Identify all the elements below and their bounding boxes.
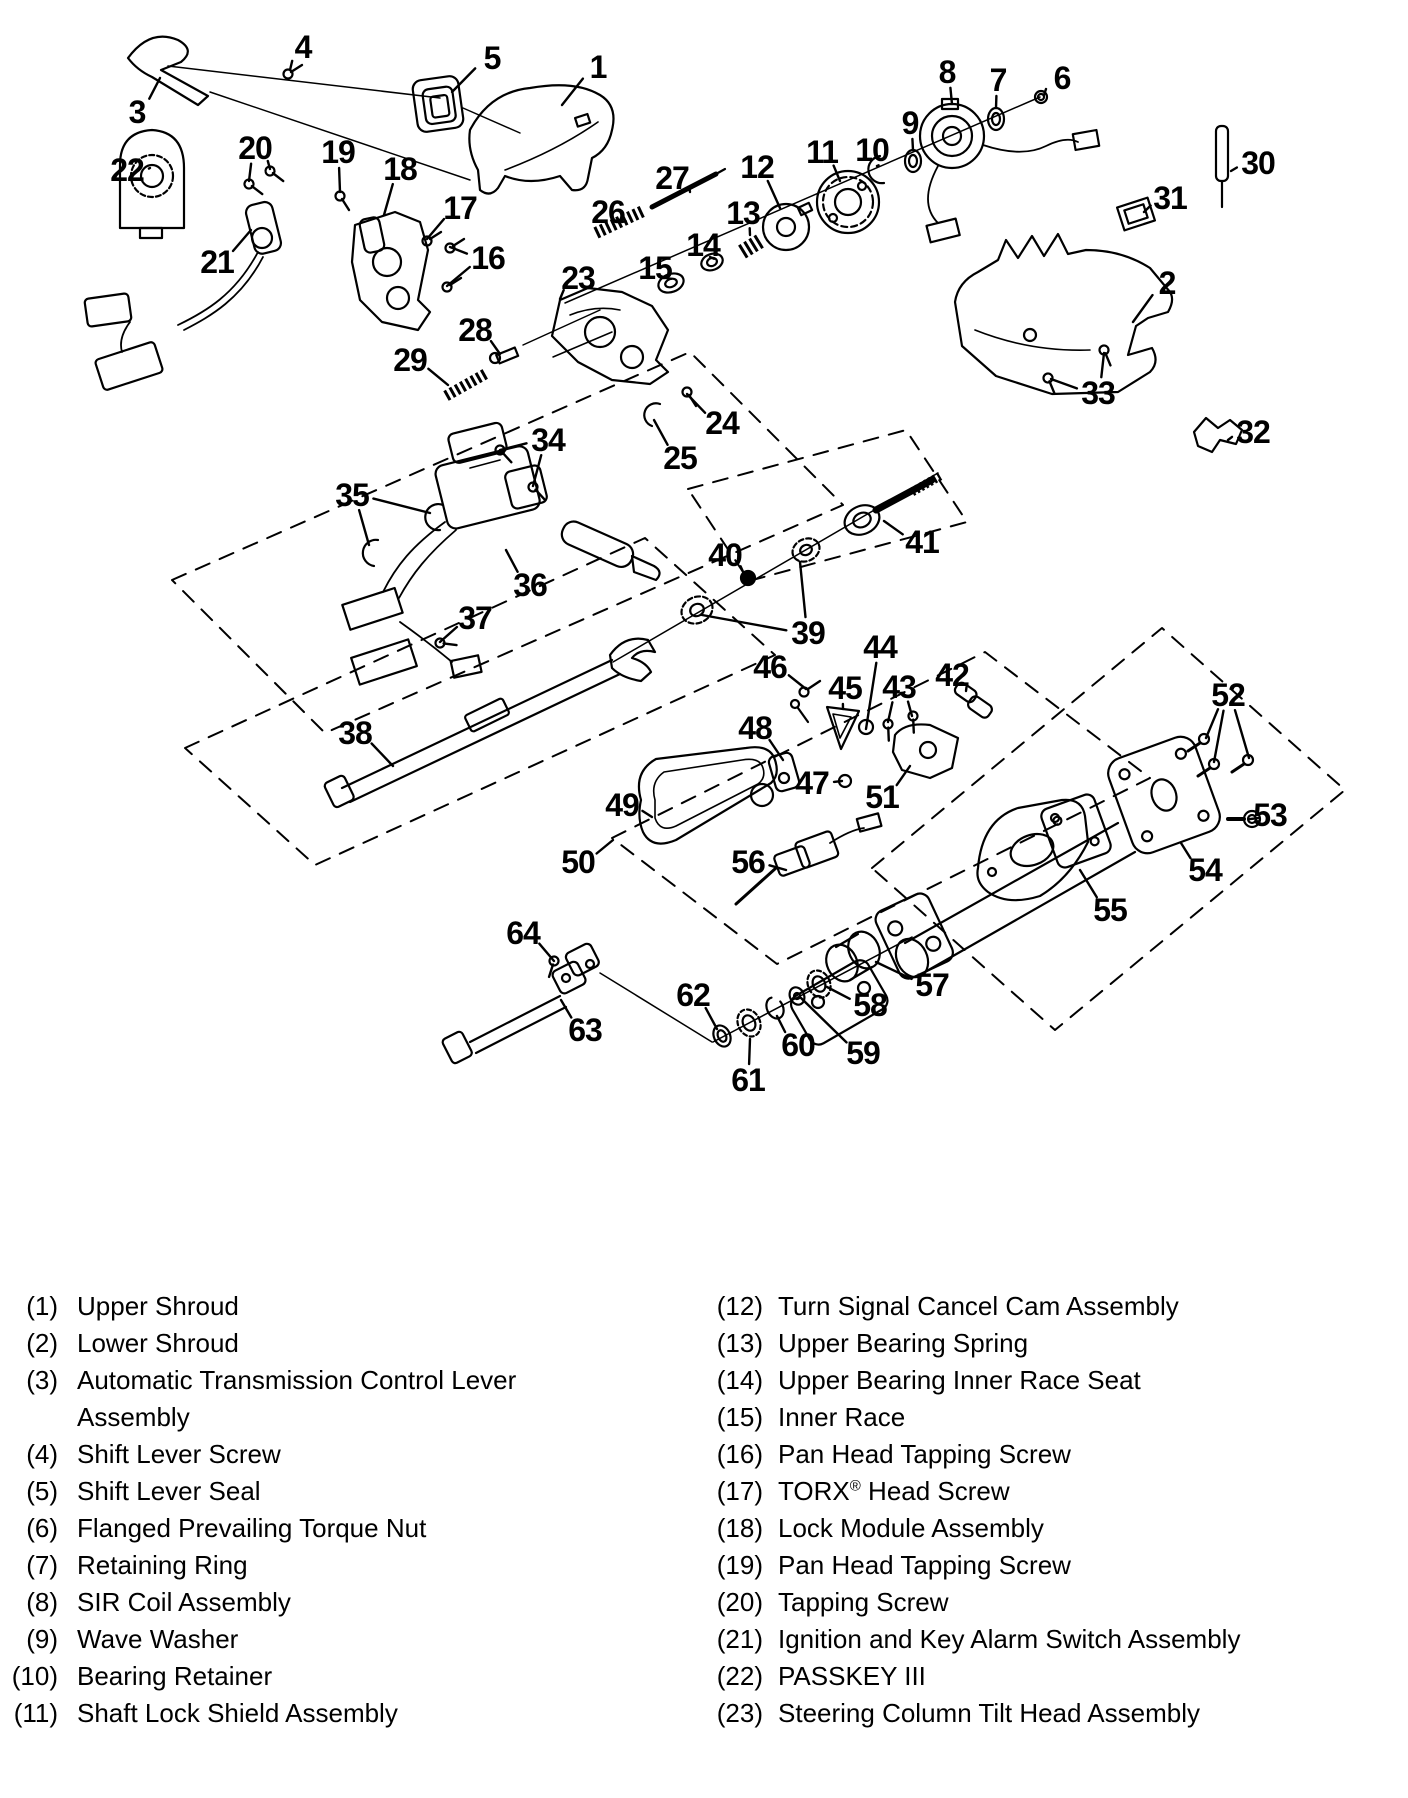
callout-number-25: 25 xyxy=(663,440,697,476)
callout-number-56: 56 xyxy=(731,844,765,880)
parts-list-item-1 xyxy=(0,1288,645,1325)
parts-list-item-10 xyxy=(0,1658,645,1695)
callout-number-29: 29 xyxy=(393,342,427,378)
leader-line-20 xyxy=(249,164,251,181)
part-number: (1) xyxy=(26,1291,58,1321)
part-lock-module-assembly xyxy=(352,212,430,330)
callout-number-33: 33 xyxy=(1081,375,1115,411)
leader-line-18 xyxy=(384,184,393,215)
part-mounting-plate-54 xyxy=(1104,732,1225,857)
part-number: (2) xyxy=(26,1328,58,1358)
parts-list-item-15 xyxy=(650,1399,1408,1436)
callout-number-23: 23 xyxy=(561,260,595,296)
part-name: Retaining Ring xyxy=(77,1550,248,1580)
leader-line-35 xyxy=(373,499,430,513)
parts-list-item-11 xyxy=(0,1695,645,1732)
leader-line-24 xyxy=(687,394,705,413)
callout-number-7: 7 xyxy=(989,62,1007,98)
leader-line-44 xyxy=(866,663,876,729)
parts-list-item-5 xyxy=(0,1473,645,1510)
part-number: (4) xyxy=(26,1439,58,1469)
callout-number-11: 11 xyxy=(806,134,838,170)
part-upper-bearing-spring xyxy=(742,241,760,252)
leader-line-39 xyxy=(800,562,806,617)
leader-line-50 xyxy=(597,840,613,854)
part-name: Shift Lever Seal xyxy=(77,1476,261,1506)
callout-number-30: 30 xyxy=(1241,145,1275,181)
part-number: (21) xyxy=(716,1624,763,1654)
part-ring-62 xyxy=(710,1023,734,1050)
callout-number-28: 28 xyxy=(458,312,492,348)
callout-number-3: 3 xyxy=(128,94,146,130)
callout-number-13: 13 xyxy=(726,195,760,231)
callout-number-20: 20 xyxy=(238,130,272,166)
callout-number-24: 24 xyxy=(705,405,739,441)
part-name: Ignition and Key Alarm Switch Assembly xyxy=(778,1624,1241,1654)
part-name: Automatic Transmission Control Lever Assembly xyxy=(77,1365,517,1432)
callout-number-26: 26 xyxy=(591,194,625,230)
callout-number-42: 42 xyxy=(935,657,969,693)
part-ring-60 xyxy=(763,995,787,1022)
part-name: Shaft Lock Shield Assembly xyxy=(77,1698,398,1728)
callout-number-22: 22 xyxy=(110,152,144,188)
part-name: Shift Lever Screw xyxy=(77,1439,281,1469)
part-screw-19 xyxy=(336,192,350,211)
part-name: Bearing Retainer xyxy=(77,1661,273,1691)
callout-number-8: 8 xyxy=(938,54,956,90)
leader-line-37 xyxy=(440,627,457,642)
part-rod-30 xyxy=(1216,126,1228,207)
part-number: (9) xyxy=(26,1624,58,1654)
part-number: (15) xyxy=(716,1402,763,1432)
callout-number-15: 15 xyxy=(638,250,672,286)
leader-line-19 xyxy=(339,168,340,192)
part-name: Lock Module Assembly xyxy=(778,1513,1044,1543)
part-bracket-32 xyxy=(1194,418,1242,452)
leader-line-52 xyxy=(1206,709,1218,738)
callout-number-54: 54 xyxy=(1188,852,1222,888)
part-number: (23) xyxy=(716,1698,763,1728)
parts-list-item-3 xyxy=(0,1362,645,1436)
part-name: Pan Head Tapping Screw xyxy=(778,1439,1071,1469)
parts-list-right-column xyxy=(650,1288,1408,1732)
part-steering-shaft xyxy=(323,639,655,809)
callout-number-57: 57 xyxy=(915,967,949,1003)
leader-line-33 xyxy=(1101,353,1104,377)
part-number: (14) xyxy=(716,1365,763,1395)
leader-line-5 xyxy=(452,68,475,92)
leader-line-1 xyxy=(562,79,583,105)
part-upper-shroud xyxy=(469,85,613,193)
part-housing-51 xyxy=(893,724,958,778)
leader-line-16 xyxy=(447,267,470,286)
leader-line-49 xyxy=(642,811,652,817)
part-number: (20) xyxy=(716,1587,763,1617)
callout-number-31: 31 xyxy=(1153,180,1187,216)
leader-line-52 xyxy=(1235,710,1249,758)
leader-line-47 xyxy=(834,781,842,782)
callout-number-63: 63 xyxy=(568,1012,602,1048)
part-screw-33a xyxy=(1097,345,1114,366)
part-number: (6) xyxy=(26,1513,58,1543)
leader-line-21 xyxy=(233,230,251,251)
part-name: Turn Signal Cancel Cam Assembly xyxy=(778,1291,1179,1321)
callout-number-59: 59 xyxy=(846,1035,880,1071)
part-name: TORX® Head Screw xyxy=(778,1476,1010,1506)
callout-number-17: 17 xyxy=(443,190,477,226)
part-bolt-28 xyxy=(490,348,518,364)
part-spring-29 xyxy=(446,373,487,396)
part-number: (8) xyxy=(26,1587,58,1617)
leader-line-3 xyxy=(149,78,160,99)
callout-number-19: 19 xyxy=(321,134,355,170)
leader-line-4 xyxy=(290,61,292,70)
part-clip-35b xyxy=(363,540,378,566)
callout-number-18: 18 xyxy=(383,151,417,187)
callout-number-53: 53 xyxy=(1253,797,1287,833)
part-wave-washer xyxy=(905,150,921,172)
leader-line-12 xyxy=(768,181,780,208)
part-cancel-cam xyxy=(763,203,812,250)
callout-number-27: 27 xyxy=(655,160,689,196)
callout-number-43: 43 xyxy=(882,669,916,705)
parts-list-item-6 xyxy=(0,1510,645,1547)
callout-number-10: 10 xyxy=(855,132,889,168)
part-screw-20a xyxy=(243,177,262,199)
parts-list-left-column xyxy=(0,1288,645,1732)
part-number: (17) xyxy=(716,1476,763,1506)
callout-number-9: 9 xyxy=(901,105,919,141)
part-name: Flanged Prevailing Torque Nut xyxy=(77,1513,427,1543)
leader-line-32 xyxy=(1228,437,1232,440)
parts-list-item-9 xyxy=(0,1621,645,1658)
part-screw-20b xyxy=(264,164,283,186)
callout-number-1: 1 xyxy=(589,49,607,85)
part-name: Lower Shroud xyxy=(77,1328,239,1358)
part-screw-16b xyxy=(443,278,462,292)
callout-number-51: 51 xyxy=(865,779,899,815)
exploded-view-planes xyxy=(172,352,1345,1030)
part-name: Upper Shroud xyxy=(77,1291,239,1321)
parts-list-item-13 xyxy=(650,1325,1408,1362)
parts-list-item-12 xyxy=(650,1288,1408,1325)
part-number: (5) xyxy=(26,1476,58,1506)
callout-number-62: 62 xyxy=(676,977,710,1013)
callout-number-14: 14 xyxy=(686,227,720,263)
part-number: (13) xyxy=(716,1328,763,1358)
parts-list-item-18 xyxy=(650,1510,1408,1547)
parts-list-item-16 xyxy=(650,1436,1408,1473)
leader-line-27 xyxy=(689,188,690,192)
part-name: Inner Race xyxy=(778,1402,906,1432)
part-name: Wave Washer xyxy=(77,1624,239,1654)
callout-number-21: 21 xyxy=(200,244,234,280)
callout-number-48: 48 xyxy=(738,710,772,746)
callout-number-61: 61 xyxy=(731,1062,765,1098)
part-name: Upper Bearing Inner Race Seat xyxy=(778,1365,1141,1395)
callout-number-32: 32 xyxy=(1236,414,1270,450)
callout-number-36: 36 xyxy=(513,567,547,603)
leader-line-30 xyxy=(1231,168,1237,172)
callout-number-38: 38 xyxy=(338,715,372,751)
callout-number-40: 40 xyxy=(708,537,742,573)
part-number: (18) xyxy=(716,1513,763,1543)
part-name: Upper Bearing Spring xyxy=(778,1328,1029,1358)
part-coupler-lower xyxy=(677,591,717,628)
part-number: (11) xyxy=(13,1698,58,1728)
parts-list-item-20 xyxy=(650,1584,1408,1621)
parts-list-item-19 xyxy=(650,1547,1408,1584)
callout-number-49: 49 xyxy=(605,787,639,823)
part-number: (3) xyxy=(26,1365,58,1395)
part-clip-25 xyxy=(644,403,660,426)
parts-list-item-22 xyxy=(650,1658,1408,1695)
leader-line-58 xyxy=(827,987,850,999)
part-name: SIR Coil Assembly xyxy=(77,1587,291,1617)
callout-number-47: 47 xyxy=(795,765,829,801)
callout-number-37: 37 xyxy=(458,600,492,636)
part-name: Tapping Screw xyxy=(778,1587,949,1617)
part-name: PASSKEY III xyxy=(778,1661,926,1691)
leader-line-22 xyxy=(149,168,150,169)
part-clip-31 xyxy=(1117,198,1155,231)
callout-number-64: 64 xyxy=(506,915,540,951)
parts-list-item-14 xyxy=(650,1362,1408,1399)
part-screw-43b xyxy=(902,710,923,733)
callout-number-5: 5 xyxy=(483,40,501,76)
leader-line-57 xyxy=(876,962,912,979)
leader-line-8 xyxy=(950,88,952,104)
callout-number-52: 52 xyxy=(1211,677,1245,713)
part-number: (19) xyxy=(716,1550,763,1580)
callout-number-35: 35 xyxy=(335,477,369,513)
part-number: (7) xyxy=(26,1550,58,1580)
leader-line-64 xyxy=(539,944,554,961)
part-shift-lever-seal xyxy=(412,75,465,133)
callout-number-12: 12 xyxy=(740,149,774,185)
callout-number-50: 50 xyxy=(561,844,595,880)
callout-number-44: 44 xyxy=(863,629,897,665)
leader-line-29 xyxy=(428,369,448,385)
part-number: (22) xyxy=(716,1661,763,1691)
callout-number-41: 41 xyxy=(905,524,939,560)
part-shift-tube-49 xyxy=(639,747,777,843)
callout-number-34: 34 xyxy=(531,422,565,458)
leader-line-61 xyxy=(749,1039,750,1064)
part-number: (12) xyxy=(716,1291,763,1321)
part-number: (16) xyxy=(716,1439,763,1469)
leader-line-46 xyxy=(789,675,806,689)
parts-list-item-8 xyxy=(0,1584,645,1621)
part-shift-lever-screw xyxy=(284,65,303,79)
part-name: Steering Column Tilt Head Assembly xyxy=(778,1698,1200,1728)
callout-number-45: 45 xyxy=(828,670,862,706)
parts-list-item-17 xyxy=(650,1473,1408,1510)
part-sir-coil-assembly xyxy=(920,99,1099,242)
callout-number-39: 39 xyxy=(791,615,825,651)
parts-list-item-7 xyxy=(0,1547,645,1584)
callout-number-4: 4 xyxy=(294,29,312,65)
callout-number-58: 58 xyxy=(853,987,887,1023)
leader-line-38 xyxy=(372,744,393,767)
callout-number-6: 6 xyxy=(1053,60,1071,96)
parts-list-item-4 xyxy=(0,1436,645,1473)
callout-number-46: 46 xyxy=(753,649,787,685)
parts-list-item-21 xyxy=(650,1621,1408,1658)
part-name: Pan Head Tapping Screw xyxy=(778,1550,1071,1580)
part-bolt-46 xyxy=(800,681,821,697)
callout-number-2: 2 xyxy=(1158,265,1176,301)
callout-number-55: 55 xyxy=(1093,892,1127,928)
callout-layer xyxy=(110,29,1287,1098)
callout-number-16: 16 xyxy=(471,240,505,276)
parts-list-item-23 xyxy=(650,1695,1408,1732)
leader-line-41 xyxy=(884,521,903,534)
leader-line-33 xyxy=(1051,379,1077,388)
parts-list-item-2 xyxy=(0,1325,645,1362)
callout-number-60: 60 xyxy=(781,1027,815,1063)
part-number: (10) xyxy=(11,1661,58,1691)
leader-line-35 xyxy=(359,510,369,545)
